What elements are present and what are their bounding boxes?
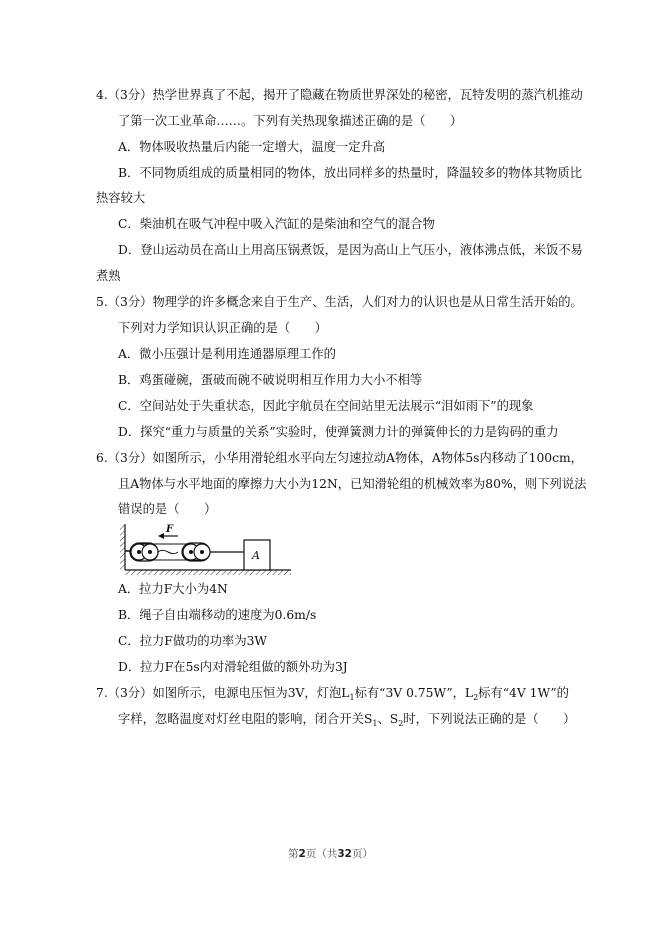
- q7-stem-1a: 7.（3分）如图所示，电源电压恒为3V，灯泡L: [96, 686, 350, 700]
- fixed-pulley-axle-right: [148, 550, 152, 554]
- fixed-pulley-axle-left: [137, 550, 141, 554]
- q4-option-c: C．柴油机在吸气冲程中吸入汽缸的是柴油和空气的混合物: [118, 217, 435, 231]
- footer-page-number: 2: [298, 848, 306, 860]
- q6-option-b: B．绳子自由端移动的速度为0.6m/s: [118, 608, 317, 622]
- q6-option-a: A．拉力F大小为4N: [118, 582, 228, 596]
- q5-stem-line-1: 5.（3分）物理学的许多概念来自于生产、生活，人们对力的认识也是从日常生活开始的。: [96, 295, 583, 309]
- q5-option-a: A．微小压强计是利用连通器原理工作的: [118, 347, 336, 361]
- q4-option-d-line-1: D．登山运动员在高山上用高压锅煮饭，是因为高山上气压小，液体沸点低，米饭不易: [118, 243, 583, 257]
- q7-stem-2c: 时，下列说法正确的是（ ）: [403, 712, 576, 726]
- q5-option-c: C．空间站处于失重状态，因此宇航员在空间站里无法展示“泪如雨下”的现象: [118, 399, 534, 413]
- q4-option-b-line-2: 热容较大: [96, 191, 146, 205]
- q7-stem-line-2: [118, 711, 575, 727]
- pulley-diagram: [118, 520, 293, 575]
- ground-hatch: [125, 570, 291, 575]
- q4-option-a: A．物体吸收热量后内能一定增大，温度一定升高: [118, 140, 386, 154]
- q6-stem-line-2: 且A物体与水平地面的摩擦力大小为12N，已知滑轮组的机械效率为80%，则下列说法: [118, 477, 587, 491]
- q4-stem-line-1: 4.（3分）热学世界真了不起，揭开了隐藏在物质世界深处的秘密，瓦特发明的蒸汽机推动: [96, 88, 583, 102]
- force-arrow-head: [158, 533, 164, 539]
- movable-pulley-axle-right: [200, 550, 204, 554]
- q4-stem-line-2: 了第一次工业革命……。下列有关热现象描述正确的是（ ）: [118, 114, 463, 128]
- q4-option-b-line-1: B．不同物质组成的质量相同的物体，放出同样多的热量时，降温较多的物体其物质比: [118, 166, 583, 180]
- q6-stem-line-3: 错误的是（ ）: [118, 502, 217, 516]
- q5-option-d: D．探究“重力与质量的关系”实验时，使弹簧测力计的弹簧伸长的力是钩码的重力: [118, 425, 559, 439]
- q7-stem-2a: 字样，忽略温度对灯丝电阻的影响，闭合开关S: [118, 712, 373, 726]
- footer-total-pages: 32: [337, 848, 352, 860]
- q5-option-b: B．鸡蛋碰碗，蛋破而碗不破说明相互作用力大小不相等: [118, 373, 423, 387]
- movable-pulley-axle-left: [189, 550, 193, 554]
- q7-sub-s2: 2: [398, 719, 404, 728]
- q5-stem-line-2: 下列对力学知识认识正确的是（ ）: [118, 321, 328, 335]
- q7-stem-1c: 标有“4V 1W”的: [478, 686, 569, 700]
- rope-loop: [158, 550, 178, 553]
- q7-stem-1b: 标有“3V 0.75W”，L: [354, 686, 474, 700]
- footer-mid: 页（共: [305, 848, 338, 860]
- q7-stem-line-1: [96, 685, 569, 701]
- q6-option-c: C．拉力F做功的功率为3W: [118, 634, 268, 648]
- q7-sub-s1: 1: [372, 719, 378, 728]
- q6-stem-line-1: 6.（3分）如图所示，小华用滑轮组水平向左匀速拉动A物体，A物体5s内移动了100cm，: [96, 451, 583, 465]
- q7-sub-l1: 1: [349, 693, 355, 702]
- wall-hatch: [120, 524, 125, 570]
- block-a-label: A: [252, 549, 260, 562]
- q7-stem-2b: 、S: [377, 712, 399, 726]
- footer-pre: 第: [288, 848, 299, 860]
- q4-option-d-line-2: 煮熟: [96, 269, 121, 283]
- q7-sub-l2: 2: [473, 693, 479, 702]
- q6-option-d: D．拉力F在5s内对滑轮组做的额外功为3J: [118, 660, 348, 674]
- page-footer: [0, 846, 661, 861]
- footer-post: 页）: [351, 848, 373, 860]
- force-label: F: [166, 524, 174, 535]
